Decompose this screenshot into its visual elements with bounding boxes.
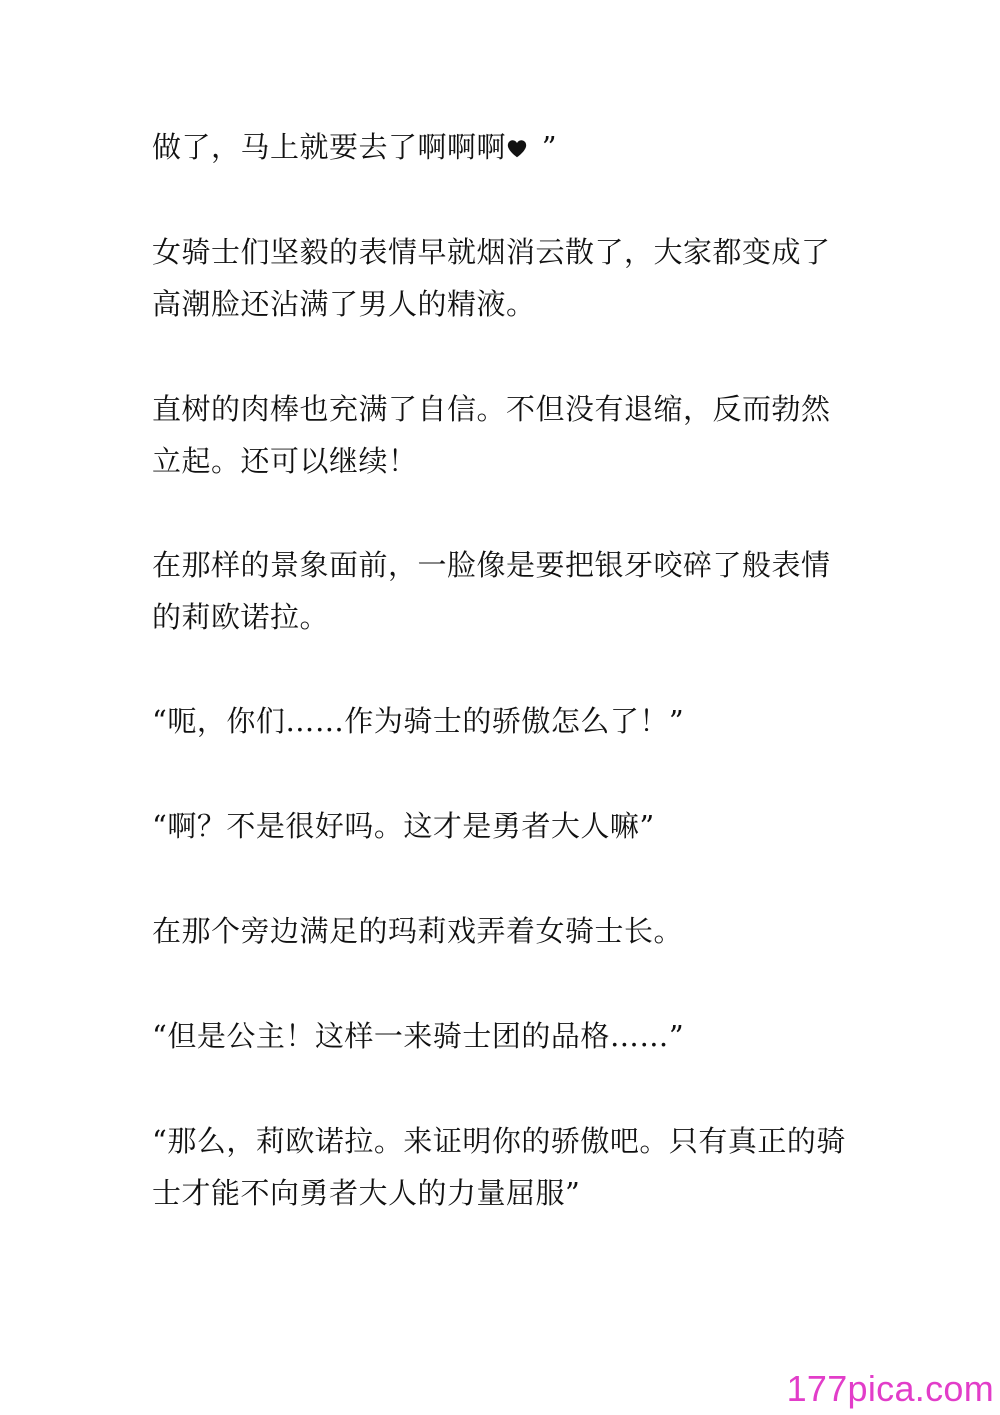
paragraph-8: “但是公主！这样一来骑士团的品格……” [152, 1019, 685, 1053]
paragraph-5: “呃，你们……作为骑士的骄傲怎么了！” [152, 704, 685, 738]
paragraph-9: “那么，莉欧诺拉。来证明你的骄傲吧。只有真正的骑士才能不向勇者大人的力量屈服” [152, 1124, 846, 1210]
paragraph-4: 在那样的景象面前，一脸像是要把银牙咬碎了般表情的莉欧诺拉。 [152, 548, 831, 634]
paragraph-1 [152, 121, 852, 173]
paragraph-6: “啊？不是很好吗。这才是勇者大人嘛” [152, 809, 655, 843]
watermark-link[interactable]: 177pica.com [786, 1368, 994, 1409]
paragraph-2: 女骑士们坚毅的表情早就烟消云散了，大家都变成了高潮脸还沾满了男人的精液。 [152, 235, 831, 321]
paragraph-3: 直树的肉棒也充满了自信。不但没有退缩，反而勃然立起。还可以继续！ [152, 392, 831, 478]
paragraph-7: 在那个旁边满足的玛莉戏弄着女骑士长。 [152, 914, 684, 948]
paragraph-1-closing-quote: ” [532, 130, 558, 164]
paragraph-1-text: 做了，马上就要去了啊啊啊 [152, 130, 507, 164]
heart-icon [506, 138, 528, 160]
